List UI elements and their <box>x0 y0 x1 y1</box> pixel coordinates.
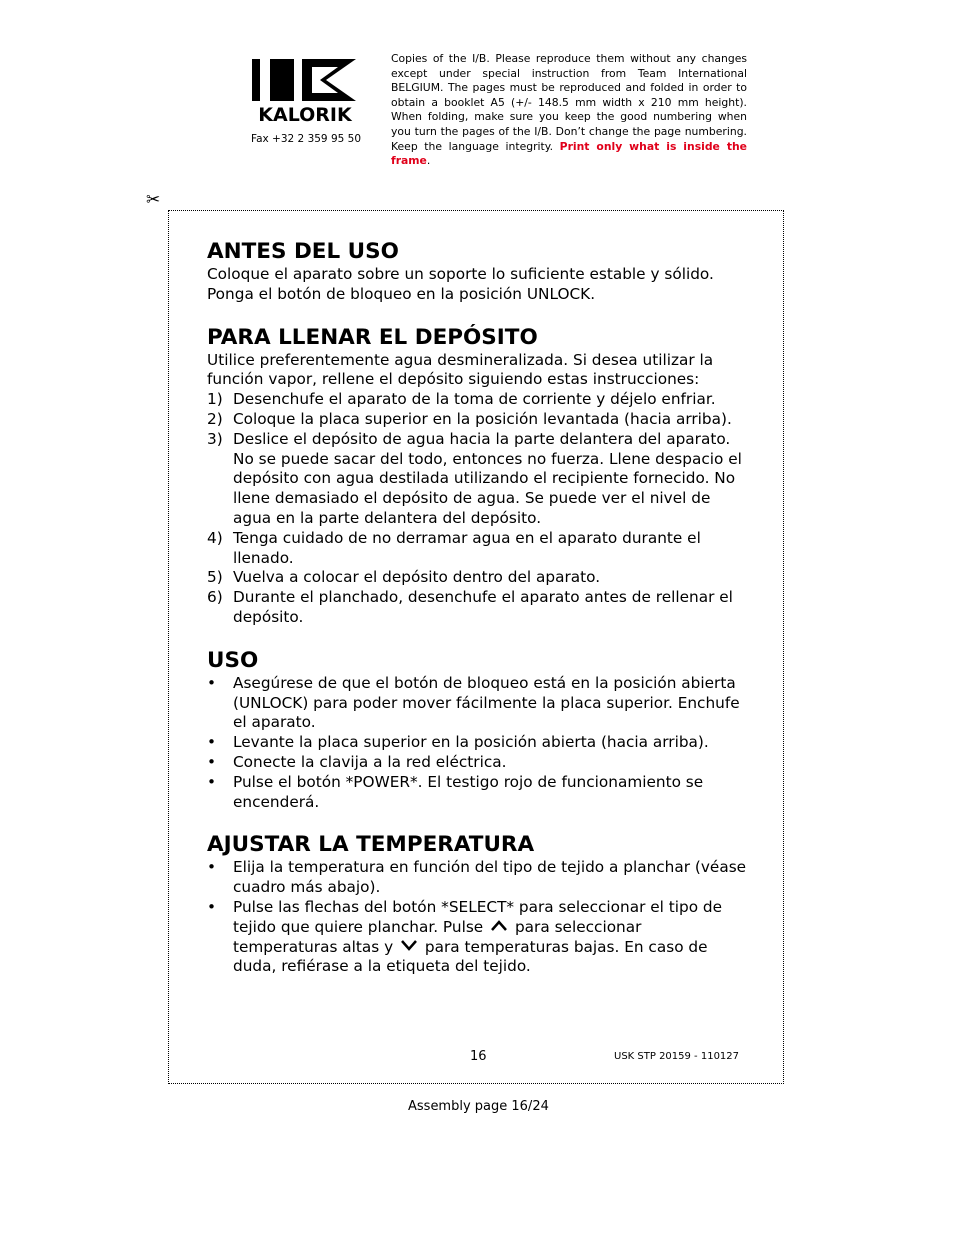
item-text: Deslice el depósito de agua hacia la parte delantera del aparato. No se puede sacar del todo, entonces no fuerza. Llene despacio el depósito con agua destilada utilizando el recipiente fornecido. No llene demasiado el depósito de agua. Se puede ver el nivel de agua en la parte delantera del depósito. <box>233 429 742 527</box>
item-text: Elija la temperatura en función del tipo de tejido a planchar (véase cuadro más abajo). <box>233 858 747 897</box>
intro-paragraph: Utilice preferentemente agua desmineralizada. Si desea utilizar la función vapor, rellene el depósito siguiendo estas instrucciones: <box>207 350 714 389</box>
notice-period: . <box>426 154 431 168</box>
item-number: 6) <box>207 588 223 607</box>
item-text: Durante el planchado, desenchufe el aparato antes de rellenar el depósito. <box>233 588 733 626</box>
bullet: • <box>207 673 217 692</box>
item-text: Desenchufe el aparato de la toma de corriente y déjelo enfriar. <box>233 390 716 409</box>
list-item <box>207 568 747 588</box>
list-item <box>207 773 747 813</box>
section-antes <box>207 238 747 305</box>
item-text: Tenga cuidado de no derramar agua en el aparato durante el llenado. <box>233 528 701 567</box>
section-title: PARA LLENAR EL DEPÓSITO <box>207 324 538 350</box>
list-item <box>207 588 747 628</box>
item-number: 3) <box>207 429 223 448</box>
paragraph-line: Coloque el aparato sobre un soporte lo suficiente estable y sólido. <box>207 265 714 283</box>
bullet: • <box>207 772 217 791</box>
bullet: • <box>207 752 217 771</box>
item-text-c: para temperaturas bajas. En caso de duda, refiérase a la etiqueta del tejido. <box>233 937 708 976</box>
fax-number: Fax +32 2 359 95 50 <box>251 133 362 145</box>
bullet: • <box>207 897 217 916</box>
list-item <box>207 733 747 753</box>
section-title: USO <box>207 647 259 673</box>
item-text: Pulse el botón *POWER*. El testigo rojo de funcionamiento se encenderá. <box>233 772 704 811</box>
bullet: • <box>207 858 217 877</box>
document-reference: USK STP 20159 - 110127 <box>614 1051 740 1062</box>
item-text: Coloque la placa superior en la posición levantada (hacia arriba). <box>233 409 732 428</box>
list-item <box>207 753 747 773</box>
list-item <box>207 390 747 410</box>
scissors-icon: ✂ <box>146 190 161 210</box>
item-text: Conecte la clavija a la red eléctrica. <box>233 752 507 771</box>
page-number: 16 <box>470 1049 487 1064</box>
item-text-a: Pulse las flechas del botón *SELECT* para seleccionar el tipo de tejido que quiere planchar. Pulse <box>233 897 723 936</box>
print-notice <box>391 52 747 169</box>
assembly-page: Assembly page 16/24 <box>408 1099 549 1114</box>
list-item <box>207 674 747 733</box>
item-number: 1) <box>207 390 223 409</box>
logo-text: KALORIK <box>258 104 352 126</box>
item-text: Levante la placa superior en la posición abierta (hacia arriba). <box>233 733 709 752</box>
item-number: 4) <box>207 528 223 547</box>
item-text: Vuelva a colocar el depósito dentro del aparato. <box>233 568 601 587</box>
item-number: 2) <box>207 409 223 428</box>
section-uso <box>207 647 747 813</box>
section-title: AJUSTAR LA TEMPERATURA <box>207 832 535 858</box>
bullet: • <box>207 733 217 752</box>
item-number: 5) <box>207 568 223 587</box>
section-ajustar <box>207 831 747 977</box>
notice-text: Copies of the I/B. Please reproduce them without any changes except under special instruction from Team International BELGIUM. The pages must be reproduced and folded in order to obtain a booklet A5 (+/- 148.5 mm width x 210 mm height). When folding, make sure you keep the good numbering when you turn the pages of the I/B. Don’t change the page numbering. Keep the language integrity. <box>391 52 747 153</box>
item-text-b: para seleccionar temperaturas altas y <box>233 917 642 956</box>
list-item <box>207 898 747 977</box>
list-item <box>207 410 747 430</box>
list-item <box>207 430 747 529</box>
section-llenar <box>207 324 747 628</box>
list-item <box>207 529 747 569</box>
manual-content <box>207 238 747 996</box>
paragraph-line: Ponga el botón de bloqueo en la posición UNLOCK. <box>207 284 596 303</box>
item-text: Asegúrese de que el botón de bloqueo está en la posición abierta (UNLOCK) para poder mover fácilmente la placa superior. Enchufe el aparato. <box>233 673 740 732</box>
section-title: ANTES DEL USO <box>207 239 399 264</box>
kalorik-logo <box>250 57 360 127</box>
notice-warning: Print only what is inside the frame <box>391 139 747 168</box>
arrow-down-icon <box>398 938 420 958</box>
arrow-up-icon <box>488 918 510 938</box>
list-item <box>207 858 747 898</box>
